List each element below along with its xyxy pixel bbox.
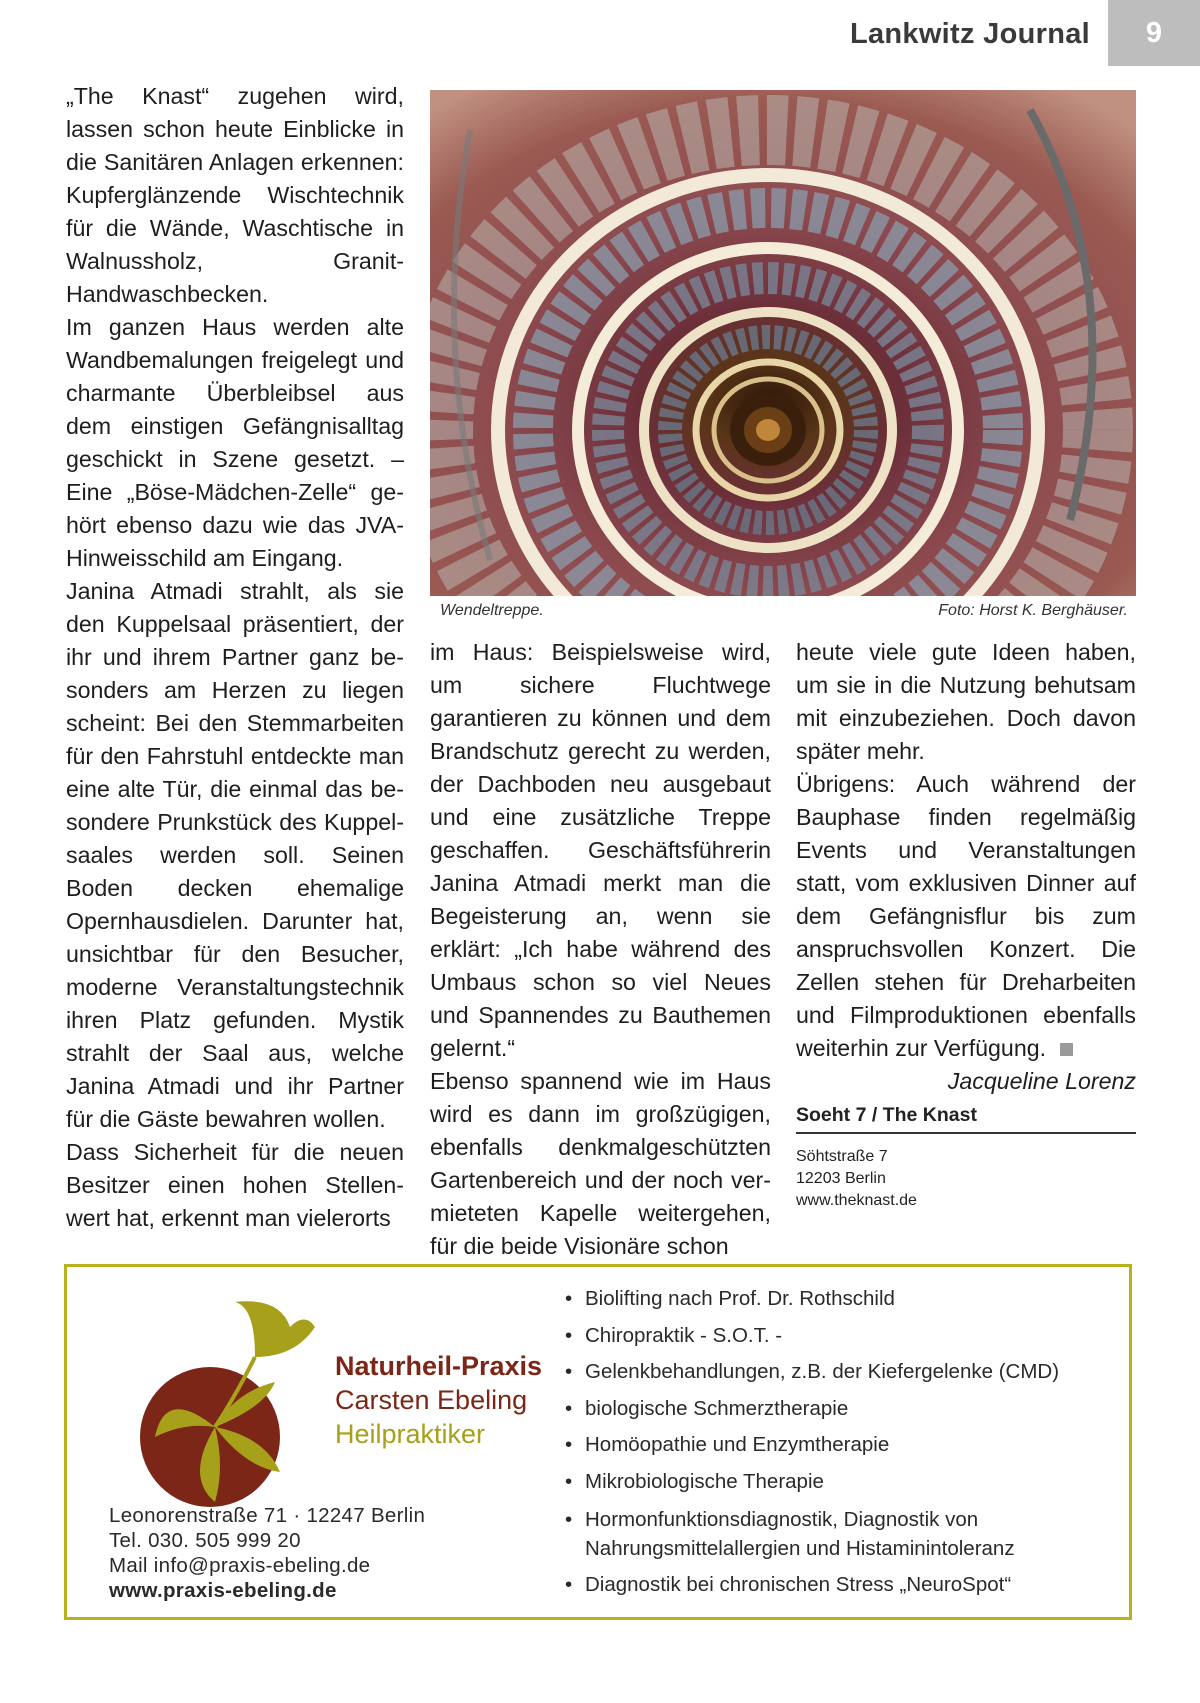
service-item: • Gelenkbehandlungen, z.B. der Kiefergelenke (CMD) [565,1354,1125,1391]
article-column-left [66,80,404,1235]
practice-contact [109,1503,425,1603]
practice-phone: Tel. 030. 505 999 20 [109,1529,301,1552]
service-item: • Homöopathie und Enzymtherapie [565,1427,1125,1464]
practice-mail: Mail info@praxis-ebeling.de [109,1554,371,1577]
article-paragraph: Ebenso spannend wie im Haus wird es dann im großzügigen, ebenfalls denkmalgeschützten Gartenbereich und der noch vermieteten Kapelle weitergehen, für die beide Visionäre schon [430,1068,771,1259]
practice-website-link[interactable]: www.praxis-ebeling.de [109,1579,337,1602]
end-of-article-icon [1060,1043,1073,1056]
service-item: • Diagnostik bei chronischen Stress „NeuroSpot“ [565,1567,1125,1604]
venue-website-link[interactable]: www.theknast.de [796,1192,917,1209]
services-list [565,1281,1125,1603]
article-paragraph: im Haus: Beispielsweise wird, um sichere Fluchtwege garantieren zu können und dem Brandschutz gerecht zu werden, der Dachboden neu ausgebaut und eine zusätzliche Treppe geschaffen. Geschäftsführerin Janina Atmadi merkt man die Begeisterung an, wenn sie erklärt: „Ich habe während des Umbaus schon so viel Neues und Spannendes zu Bauthemen gelernt.“ [430,639,771,1061]
venue-title: Soeht 7 / The Knast [796,1104,1136,1134]
page-number: 9 [1108,0,1200,66]
article-paragraph: Dass Sicherheit für die neuen Besitzer einen hohen Stellenwert hat, erkennt man vielerorts [66,1139,404,1231]
article-column-right [796,636,1136,1098]
ginkgo-logo-icon [105,1287,335,1537]
spiral-staircase-photo [430,90,1136,596]
article-paragraph-text: Übrigens: Auch während der Bauphase finden regelmäßig Events und Veranstaltungen statt, vom exklusiven Dinner auf dem Gefängnisflur bis zum anspruchsvollen Konzert. Die Zellen stehen für Dreharbeiten und Filmproduktionen ebenfalls weiterhin zur Verfügung. [796,771,1136,1061]
journal-title: Lankwitz Journal [849,18,1090,50]
service-item: • Biolifting nach Prof. Dr. Rothschild [565,1281,1125,1318]
article-paragraph: „The Knast“ zugehen wird, lassen schon heute Einblicke in die Sanitären Anlagen erkennen: Kupferglänzende Wischtechnik für die Wände, Waschtische in Walnussholz, Granit-Handwaschbecken. [66,83,404,307]
practice-name-line3: Heilpraktiker [335,1419,486,1449]
article-paragraph: Janina Atmadi strahlt, als sie den Kuppelsaal präsentiert, der ihr und ihrem Partner ganz besonders am Herzen zu liegen scheint: Bei den Stemmarbeiten für den Fahrstuhl entdeckte man eine alte Tür, die einmal das besondere Prunkstück des Kuppelsaales werden soll. Seinen Boden decken ehemalige Opernhausdielen. Darunter hat, unsichtbar für den Besucher, moderne Veranstaltungstechnik ihren Platz gefunden. Mystik strahlt der Saal aus, welche Janina Atmadi und ihr Partner für die Gäste bewahren wollen. [66,578,404,1132]
practice-name [335,1349,542,1451]
service-item: • Mikrobiologische Therapie [565,1464,1125,1501]
venue-city: 12203 Berlin [796,1170,886,1187]
service-item: • Chiropraktik - S.O.T. - [565,1318,1125,1355]
article-paragraph: Im ganzen Haus werden alte Wandbemalungen freigelegt und charmante Überbleibsel aus dem einstigen Gefängnisalltag geschickt in Szene gesetzt. – Eine „Böse-Mädchen-Zelle“ gehört ebenso dazu wie das JVA-Hinweisschild am Eingang. [66,314,404,571]
practice-name-line2: Carsten Ebeling [335,1385,528,1415]
service-item: • biologische Schmerztherapie [565,1391,1125,1428]
article-paragraph [796,768,1136,1065]
article-paragraph: heute viele gute Ideen haben, um sie in die Nutzung behutsam mit einzubeziehen. Doch davon später mehr. [796,639,1136,764]
photo-credit: Foto: Horst K. Berghäuser. [938,602,1128,619]
advertisement [64,1264,1132,1620]
photo-caption-row [440,602,1128,620]
service-item: • Hormonfunktionsdiagnostik, Diagnostik von Nahrungsmittelallergien und Histaminintoleranz [565,1501,1125,1567]
photo-caption: Wendeltreppe. [440,602,544,619]
article-column-middle [430,636,771,1263]
practice-address: Leonorenstraße 71 · 12247 Berlin [109,1504,426,1527]
venue-street: Söhtstraße 7 [796,1148,888,1165]
practice-name-line1: Naturheil-Praxis [335,1351,543,1381]
author-signature: Jacqueline Lorenz [947,1068,1136,1094]
venue-info-box [796,1104,1136,1212]
